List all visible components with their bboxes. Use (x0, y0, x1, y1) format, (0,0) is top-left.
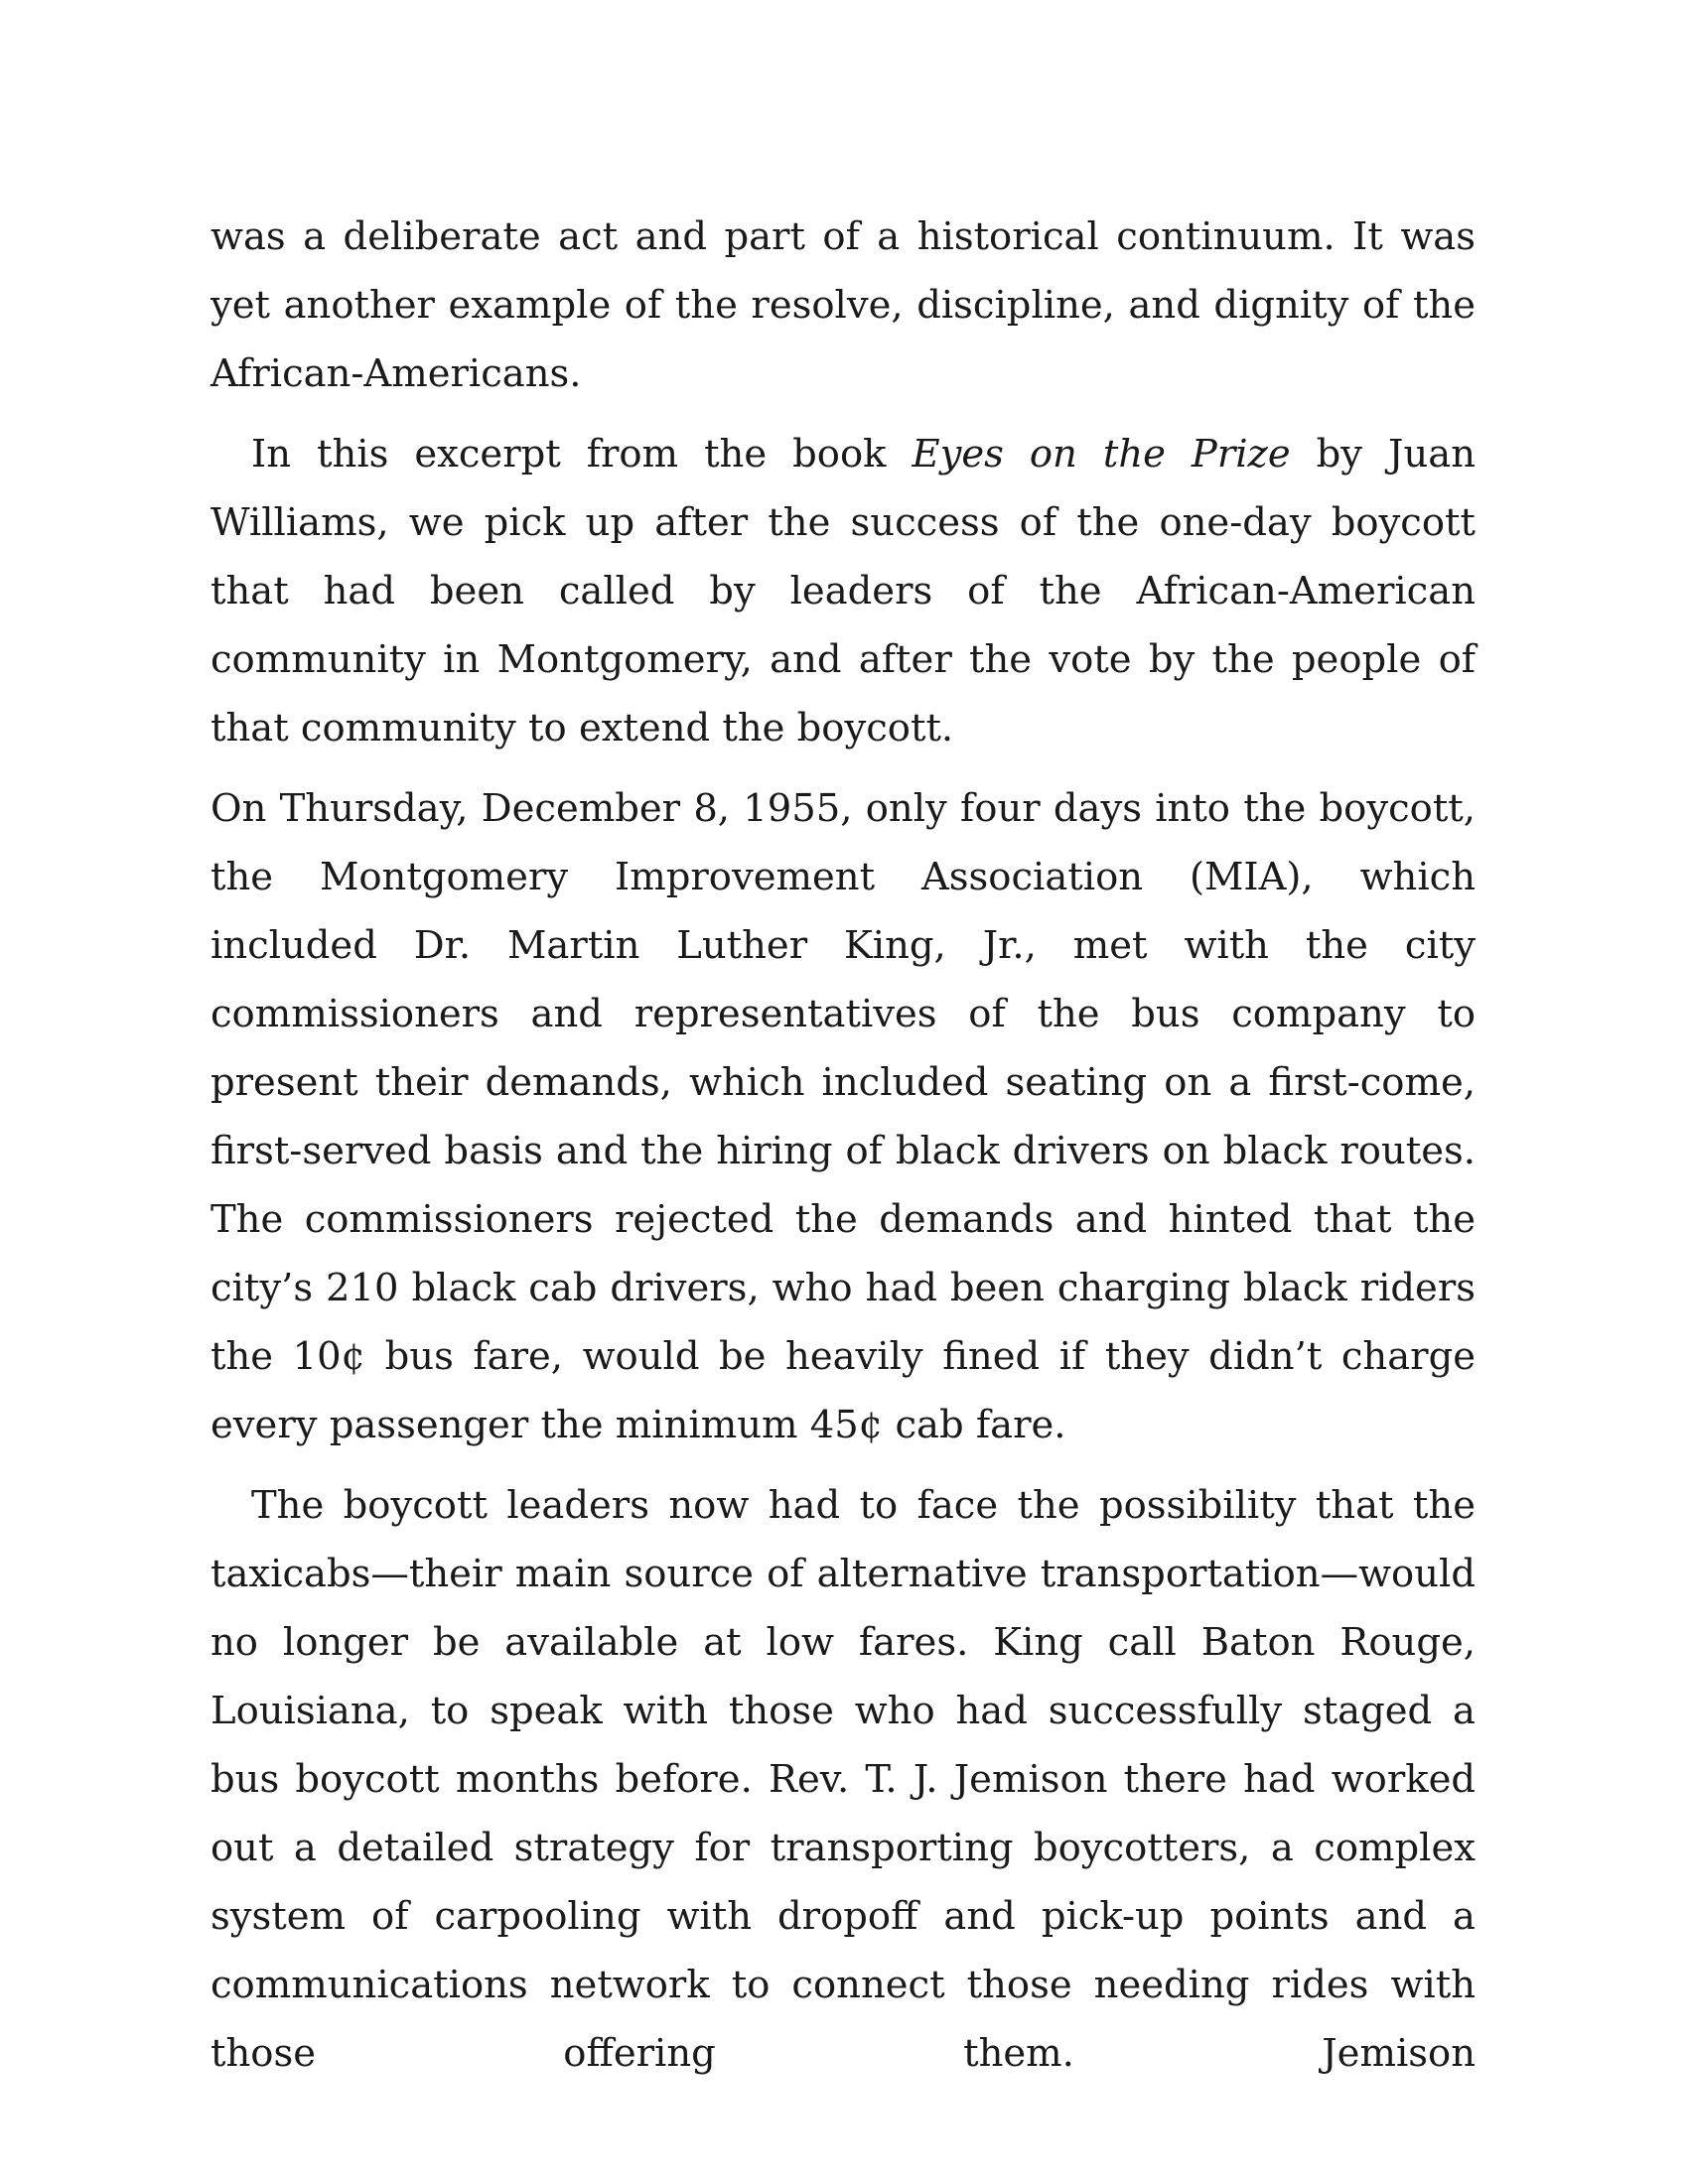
book-title: Eyes on the Prize (912, 432, 1291, 477)
excerpt-intro-text: In this excerpt from the book (251, 432, 913, 477)
paragraph-continuation: was a deliberate act and part of a historical continuum. It was yet another example of the resolve, discipline, and dignity of the African-Americans. (211, 214, 1476, 396)
paragraph-mia-meeting: On Thursday, December 8, 1955, only four days into the boycott, the Montgomery Improvement Association (MIA), which included Dr. Martin Luther King, Jr., met with the city commissioners and representatives of the bus company to present their demands, which included seating on a first-come, first-served basis and the hiring of black drivers on black routes. The commissioners rejected the demands and hinted that the city’s 210 black cab drivers, who had been charging black riders the 10¢ bus fare, would be heavily fined if they didn’t charge every passenger the minimum 45¢ cab fare. (211, 786, 1476, 1447)
paragraph-boycott-leaders: The boycott leaders now had to face the possibility that the taxicabs—their main source of alternative transportation—would no longer be available at low fares. King call Baton Rouge, Louisiana, to speak with those who had successfully staged a bus boycott months before. Rev. T. J. Jemison there had worked out a detailed strategy for transporting boycotters, a complex system of carpooling with dropoff and pick-up points and a communications network to connect those needing rides with those offering them. Jemison (211, 1483, 1476, 2076)
excerpt-intro-text-rest: by Juan Williams, we pick up after the success of the one-day boycott that had been called by leaders of the African-American community in Montgomery, and after the vote by the people of that community to extend the boycott. (211, 432, 1476, 751)
document-page (211, 203, 1476, 2088)
paragraph-excerpt-intro (211, 420, 1476, 762)
